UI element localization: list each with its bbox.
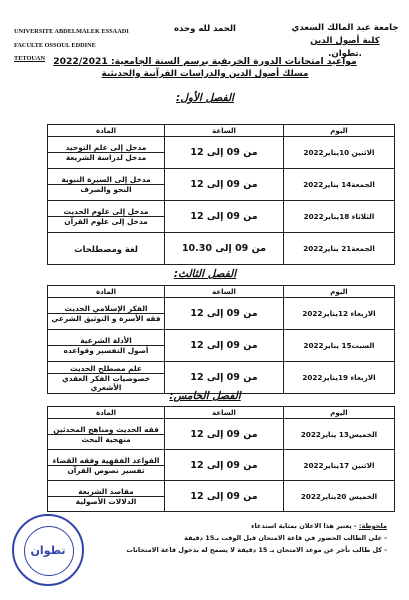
- subject-cell: فقه الحديث ومناهج المحدثين: [53, 424, 159, 434]
- note-item: - يعتبر هذا الاعلان بمثابة استدعاء: [251, 522, 357, 530]
- table-row: [48, 201, 395, 233]
- table-header-row: [48, 286, 395, 298]
- day-cell: الاربعاء 19يناير2022: [284, 362, 395, 394]
- table-row: [48, 298, 395, 330]
- time-cell: من 09 إلى 12: [165, 201, 284, 233]
- page-subtitle: مسلك أصول الدين والدراسات القرآنية والحديثية: [101, 69, 309, 79]
- subject-cell: لغة ومصطلحات: [48, 233, 165, 265]
- table-header-row: [48, 407, 395, 419]
- notes-label: ملحوظة:: [358, 522, 387, 530]
- header-subject: المادة: [48, 286, 165, 298]
- table-row: [48, 330, 395, 362]
- ar-city: .تطوان.: [328, 49, 362, 59]
- fr-faculty: FACULTE OSSOUL EDDINE: [14, 42, 96, 49]
- header-time: الساعة: [165, 125, 284, 137]
- day-cell: الخميس13 يناير2022: [284, 419, 395, 450]
- header-time: الساعة: [165, 286, 284, 298]
- day-cell: الثلاثاء 18يناير2022: [284, 201, 395, 233]
- day-cell: الاثنين 17يناير2022: [284, 450, 395, 481]
- subject-cell: فقه الأسرة و التوثيق الشرعي: [48, 313, 164, 323]
- table-row: [48, 137, 395, 169]
- subject-cell: الدلالات الأصولية: [48, 496, 164, 506]
- table-row: [48, 481, 395, 512]
- subject-cell: مدخل إلى علوم القرآن: [48, 216, 164, 226]
- day-cell: الخميس 20يناير2022: [284, 481, 395, 512]
- table-row: [48, 450, 395, 481]
- time-cell: من 09 إلى 12: [165, 481, 284, 512]
- time-cell: من 09 إلى 12: [165, 450, 284, 481]
- table-row: [48, 169, 395, 201]
- subject-cell: تفسير نصوص القرآن: [48, 465, 164, 475]
- subject-cell: أصول التفسير وقواعده: [48, 345, 164, 355]
- time-cell: من 09 إلى 12: [165, 298, 284, 330]
- day-cell: الاثنين 10يناير2022: [284, 137, 395, 169]
- table-row: [48, 419, 395, 450]
- subject-cell: مدخل إلى علوم الحديث: [63, 207, 149, 216]
- time-cell: من 09 إلى 10.30: [165, 233, 284, 265]
- subject-cell: القواعد الفقهية وفقه القضاء: [52, 455, 160, 465]
- day-cell: السبت15 يناير2022: [284, 330, 395, 362]
- header-day: اليوم: [284, 286, 395, 298]
- subject-cell: الأدلة الشرعية: [80, 336, 132, 345]
- time-cell: من 09 إلى 12: [165, 419, 284, 450]
- header-day: اليوم: [284, 125, 395, 137]
- stamp-text: تطوان: [30, 544, 66, 557]
- fr-city: TETOUAN: [14, 55, 46, 62]
- semester-1-table: [47, 124, 395, 265]
- header-subject: المادة: [48, 407, 165, 419]
- basmala-header: الحمد لله وحده: [174, 24, 236, 34]
- subject-cell: منهجية البحث: [48, 434, 164, 444]
- subject-cell: خصوصيات الفكر العقدي الأشعري: [48, 373, 164, 392]
- day-cell: الاربعاء 12يناير2022: [284, 298, 395, 330]
- header-subject: المادة: [48, 125, 165, 137]
- subject-cell: مدخل إلى السيرة النبوية: [61, 175, 151, 184]
- semester-3-title: الفصل الثالث:: [173, 268, 237, 280]
- table-row: [48, 362, 395, 394]
- subject-cell: مدخل إلى علم التوحيد: [65, 143, 147, 152]
- semester-3-table: [47, 285, 395, 394]
- subject-cell: النحو والصرف: [48, 184, 164, 194]
- header-time: الساعة: [165, 407, 284, 419]
- fr-university: UNIVERSITE ABDELMALEK ESSAADI: [14, 28, 129, 35]
- subject-cell: الفكر الإسلامي الحديث: [64, 304, 148, 313]
- time-cell: من 09 إلى 12: [165, 169, 284, 201]
- note-item: - على الطالب الحضور في قاعة الامتحان قبل الوقت بـ15 دقيقة: [184, 534, 387, 542]
- semester-5-table: [47, 406, 395, 512]
- table-row: [48, 233, 395, 265]
- table-header-row: [48, 125, 395, 137]
- notes-block: [107, 520, 387, 556]
- semester-5-title: الفصل الخامس:: [169, 390, 241, 402]
- time-cell: من 09 إلى 12: [165, 362, 284, 394]
- header-day: اليوم: [284, 407, 395, 419]
- time-cell: من 09 إلى 12: [165, 330, 284, 362]
- page-title: مواعيد امتحانات الدورة الخريفية برسم السنة الجامعية: 2022/2021: [53, 56, 357, 67]
- subject-cell: علم مصطلح الحديث: [70, 363, 142, 373]
- subject-cell: مقاصد الشريعة: [78, 486, 134, 496]
- day-cell: الجمعة14 يناير2022: [284, 169, 395, 201]
- note-item: - كل طالب تأخر عن موعد الامتحان بـ 15 دقيقة لا يسمح له بدخول قاعة الامتحانات: [126, 546, 387, 554]
- ar-university: جامعة عبد المالك السعدي: [291, 23, 399, 33]
- faculty-stamp: [12, 514, 84, 586]
- time-cell: من 09 إلى 12: [165, 137, 284, 169]
- subject-cell: مدخل لدراسة الشريعة: [48, 152, 164, 162]
- ar-faculty: كلية أصول الدين: [310, 36, 380, 46]
- day-cell: الجمعة21 يناير2022: [284, 233, 395, 265]
- semester-1-title: الفصل الأول:: [176, 92, 234, 104]
